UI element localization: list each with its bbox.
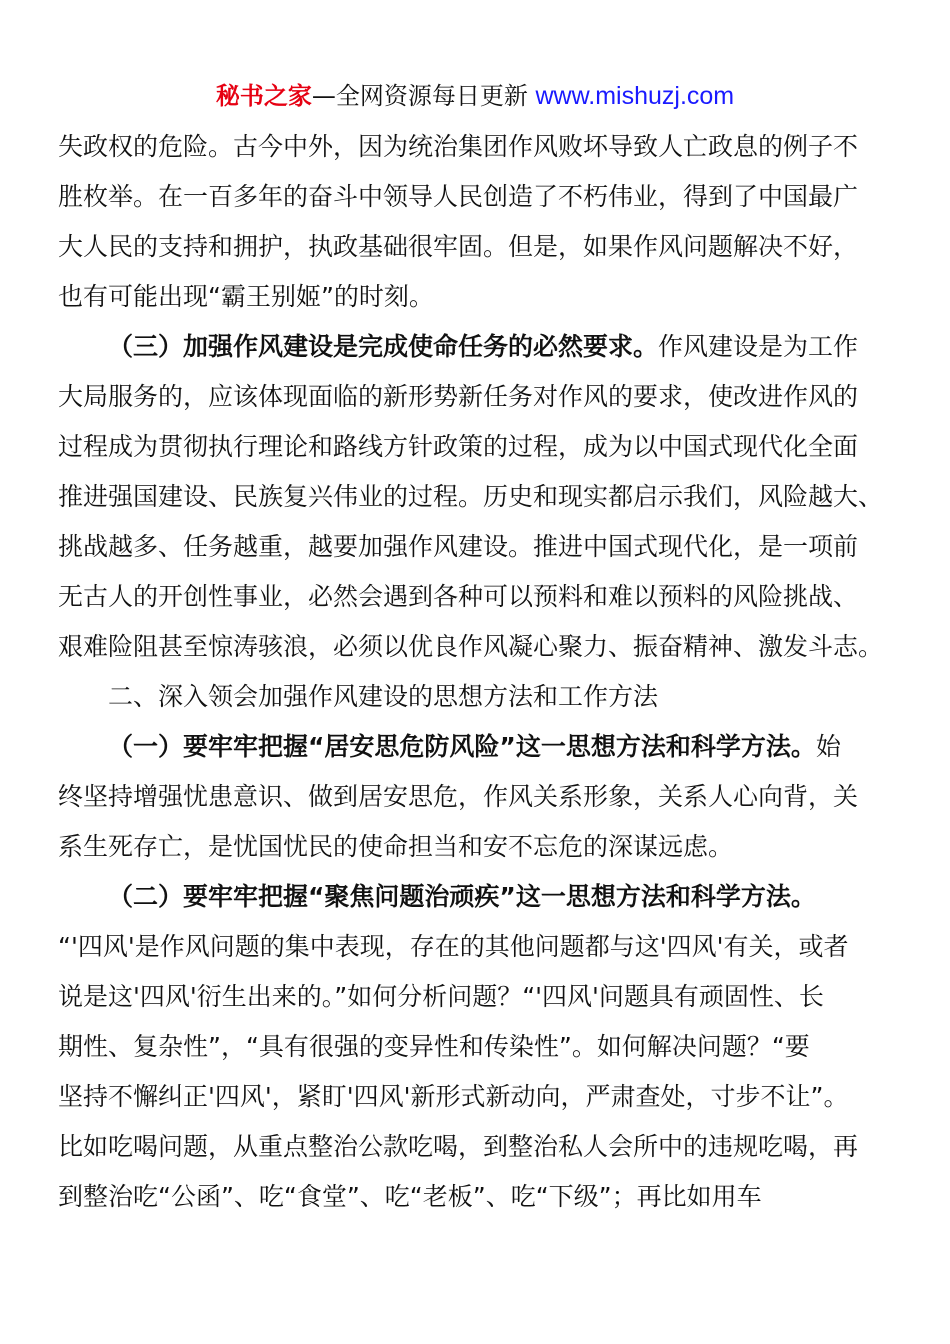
body-line: 艰难险阻甚至惊涛骇浪，必须以优良作风凝心聚力、振奋精神、激发斗志。 xyxy=(58,632,884,661)
body-line: 挑战越多、任务越重，越要加强作风建设。推进中国式现代化，是一项前 xyxy=(58,532,859,561)
body-line: 推进强国建设、民族复兴伟业的过程。历史和现实都启示我们，风险越大、 xyxy=(58,482,884,511)
brand-name: 秘书之家 xyxy=(215,82,312,110)
body-line: 说是这'四风'衍生出来的。”如何分析问题？“'四风'问题具有顽固性、长 xyxy=(58,982,824,1011)
body-line: 过程成为贯彻执行理论和路线方针政策的过程，成为以中国式现代化全面 xyxy=(58,432,859,461)
body-line: 胜枚举。在一百多年的奋斗中领导人民创造了不朽伟业，得到了中国最广 xyxy=(58,182,859,211)
body-line: 大人民的支持和拥护，执政基础很牢固。但是，如果作风问题解决不好， xyxy=(58,232,859,261)
subheading-bold: （二）要牢牢把握“聚焦问题治顽疾”这一思想方法和科学方法。 xyxy=(108,882,816,911)
section-heading-2 xyxy=(58,872,894,922)
site-url-link[interactable]: www.mishuzj.com xyxy=(535,82,735,110)
body-line: 坚持不懈纠正'四风'，紧盯'四风'新形式新动向，严肃查处，寸步不让”。 xyxy=(58,1082,849,1111)
subheading-bold: （一）要牢牢把握“居安思危防风险”这一思想方法和科学方法。 xyxy=(108,732,816,761)
section-heading-1: （一）要牢牢把握“居安思危防风险”这一思想方法和科学方法。始 xyxy=(108,732,841,761)
body-line: “'四风'是作风问题的集中表现，存在的其他问题都与这'四风'有关，或者 xyxy=(58,932,849,961)
body-line: 也有可能出现“霸王别姬”的时刻。 xyxy=(58,282,434,311)
section-title-2: 二、深入领会加强作风建设的思想方法和工作方法 xyxy=(108,682,659,711)
body-line: 比如吃喝问题，从重点整治公款吃喝，到整治私人会所中的违规吃喝，再 xyxy=(58,1132,859,1161)
section-heading-3: （三）加强作风建设是完成使命任务的必然要求。作风建设是为工作 xyxy=(108,332,859,361)
body-line: 期性、复杂性”，“具有很强的变异性和传染性”。如何解决问题？“要 xyxy=(58,1032,810,1061)
body-line: 到整治吃“公函”、吃“食堂”、吃“老板”、吃“下级”；再比如用车 xyxy=(58,1182,762,1211)
page-header xyxy=(0,80,950,112)
body-line: 终坚持增强忧患意识、做到居安思危，作风关系形象，关系人心向背，关 xyxy=(58,782,859,811)
document-body xyxy=(58,122,894,1222)
body-line: 无古人的开创性事业，必然会遇到各种可以预料和难以预料的风险挑战、 xyxy=(58,582,859,611)
body-line: 失政权的危险。古今中外，因为统治集团作风败坏导致人亡政息的例子不 xyxy=(58,132,859,161)
subheading-bold: （三）加强作风建设是完成使命任务的必然要求。 xyxy=(108,332,659,361)
body-line: 系生死存亡，是忧国忧民的使命担当和安不忘危的深谋远虑。 xyxy=(58,832,734,861)
header-tagline: —全网资源每日更新 xyxy=(311,82,536,110)
body-line: 大局服务的，应该体现面临的新形势新任务对作风的要求，使改进作风的 xyxy=(58,382,859,411)
